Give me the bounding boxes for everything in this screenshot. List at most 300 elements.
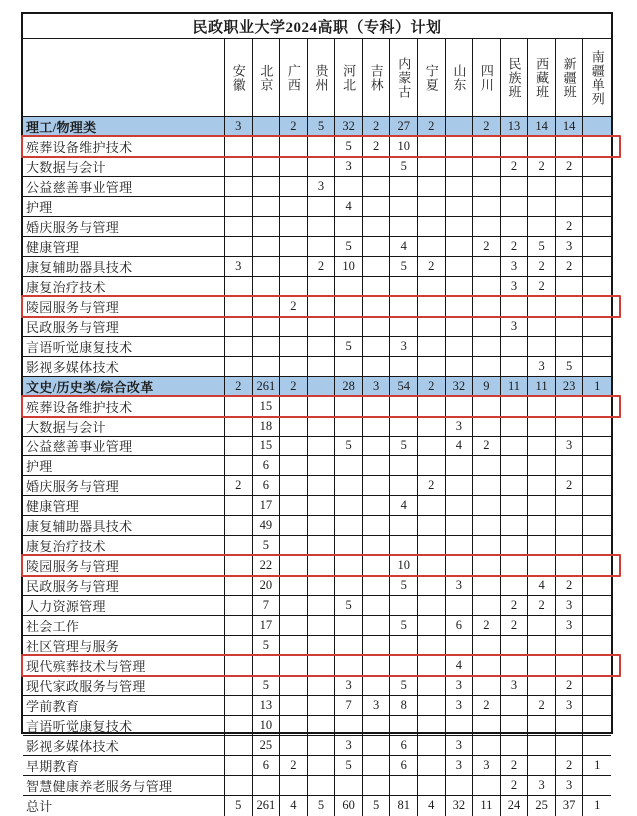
table-body [23, 117, 611, 816]
cell-value [363, 217, 391, 237]
cell-value [556, 456, 584, 476]
cell-value [446, 237, 474, 257]
cell-value [418, 237, 446, 257]
cell-value [253, 257, 281, 277]
column-header-label: 民族班 [506, 56, 522, 99]
cell-value [280, 496, 308, 516]
cell-value [335, 656, 363, 676]
cell-value [473, 676, 501, 696]
cell-value [308, 397, 336, 417]
enrollment-plan-table [21, 12, 613, 815]
cell-value [225, 536, 253, 556]
cell-value: 2 [418, 117, 446, 137]
cell-value [583, 596, 611, 616]
cell-value: 4 [446, 656, 474, 676]
table-row [23, 297, 611, 317]
column-header-label: 山东 [451, 63, 467, 92]
cell-value [501, 397, 529, 417]
cell-value [363, 317, 391, 337]
cell-value: 2 [308, 257, 336, 277]
cell-value [225, 417, 253, 437]
cell-value [528, 516, 556, 536]
cell-value [556, 556, 584, 576]
cell-value [418, 556, 446, 576]
cell-value: 8 [390, 696, 418, 716]
cell-value [528, 317, 556, 337]
cell-value [308, 157, 336, 177]
column-header [556, 39, 584, 117]
row-label: 社会工作 [23, 616, 225, 636]
cell-value [335, 317, 363, 337]
cell-value [556, 656, 584, 676]
cell-value [473, 516, 501, 536]
cell-value: 32 [446, 377, 474, 397]
cell-value [225, 516, 253, 536]
cell-value: 25 [253, 736, 281, 756]
cell-value: 2 [225, 377, 253, 397]
cell-value [308, 337, 336, 357]
cell-value [280, 636, 308, 656]
cell-value [335, 277, 363, 297]
table-row [23, 756, 611, 776]
cell-value [280, 516, 308, 536]
cell-value [556, 516, 584, 536]
row-label: 康复辅助器具技术 [23, 516, 225, 536]
cell-value: 5 [308, 117, 336, 137]
cell-value: 11 [528, 377, 556, 397]
cell-value [363, 257, 391, 277]
cell-value [308, 197, 336, 217]
cell-value [418, 636, 446, 656]
cell-value [253, 776, 281, 796]
row-label: 现代家政服务与管理 [23, 676, 225, 696]
cell-value: 28 [335, 377, 363, 397]
cell-value [446, 716, 474, 736]
cell-value: 2 [280, 117, 308, 137]
cell-value [225, 397, 253, 417]
cell-value [501, 496, 529, 516]
cell-value: 6 [390, 756, 418, 776]
cell-value [363, 636, 391, 656]
cell-value: 2 [473, 117, 501, 137]
cell-value: 2 [280, 297, 308, 317]
cell-value: 3 [556, 596, 584, 616]
cell-value: 27 [390, 117, 418, 137]
cell-value [528, 397, 556, 417]
column-header [418, 39, 446, 117]
cell-value [418, 456, 446, 476]
cell-value [473, 297, 501, 317]
cell-value: 3 [446, 417, 474, 437]
cell-value [335, 476, 363, 496]
table-row [23, 456, 611, 476]
cell-value [556, 137, 584, 157]
cell-value [253, 237, 281, 257]
table-row [23, 676, 611, 696]
row-label: 陵园服务与管理 [23, 297, 225, 317]
cell-value: 5 [390, 437, 418, 457]
table-row [23, 137, 611, 157]
cell-value [225, 596, 253, 616]
cell-value [418, 357, 446, 377]
cell-value [418, 217, 446, 237]
row-label: 早期教育 [23, 756, 225, 776]
cell-value [501, 576, 529, 596]
row-label: 护理 [23, 197, 225, 217]
column-header-label: 新疆班 [561, 56, 577, 99]
column-header-label: 广西 [285, 63, 301, 92]
cell-value [280, 456, 308, 476]
cell-value [501, 337, 529, 357]
column-header [225, 39, 253, 117]
column-header [280, 39, 308, 117]
cell-value [418, 317, 446, 337]
cell-value [308, 476, 336, 496]
cell-value: 4 [390, 496, 418, 516]
cell-value [225, 297, 253, 317]
cell-value [528, 716, 556, 736]
cell-value: 2 [501, 756, 529, 776]
column-header-label: 西藏班 [534, 56, 550, 99]
row-label: 影视多媒体技术 [23, 357, 225, 377]
cell-value [225, 197, 253, 217]
cell-value [583, 736, 611, 756]
row-label: 大数据与会计 [23, 157, 225, 177]
row-label: 理工/物理类 [23, 117, 225, 137]
cell-value [308, 676, 336, 696]
cell-value: 5 [363, 796, 391, 816]
cell-value: 2 [363, 117, 391, 137]
cell-value [363, 516, 391, 536]
cell-value: 5 [253, 636, 281, 656]
cell-value [225, 337, 253, 357]
cell-value: 2 [528, 257, 556, 277]
cell-value [363, 237, 391, 257]
row-label: 总计 [23, 796, 225, 816]
cell-value [280, 397, 308, 417]
cell-value [280, 277, 308, 297]
cell-value [473, 496, 501, 516]
row-label: 健康管理 [23, 237, 225, 257]
cell-value [363, 576, 391, 596]
table-row [23, 437, 611, 457]
cell-value [280, 157, 308, 177]
cell-value [583, 776, 611, 796]
cell-value [335, 576, 363, 596]
cell-value [308, 237, 336, 257]
cell-value: 3 [308, 177, 336, 197]
cell-value [363, 357, 391, 377]
header-spacer-cell [23, 39, 225, 117]
cell-value: 17 [253, 496, 281, 516]
cell-value [418, 716, 446, 736]
cell-value [528, 736, 556, 756]
cell-value [280, 217, 308, 237]
row-label: 文史/历史类/综合改革 [23, 377, 225, 397]
cell-value [556, 536, 584, 556]
cell-value: 2 [418, 377, 446, 397]
cell-value: 1 [594, 798, 601, 813]
cell-value: 5 [335, 596, 363, 616]
cell-value [390, 516, 418, 536]
cell-value [335, 456, 363, 476]
table-row [23, 417, 611, 437]
cell-value: 3 [501, 676, 529, 696]
cell-value [501, 417, 529, 437]
cell-value: 3 [556, 237, 584, 257]
cell-value [390, 177, 418, 197]
column-header [583, 39, 611, 117]
cell-value [583, 696, 611, 716]
cell-value [390, 297, 418, 317]
cell-value [363, 596, 391, 616]
cell-value [308, 736, 336, 756]
cell-value [556, 317, 584, 337]
cell-value [528, 496, 556, 516]
cell-value [418, 337, 446, 357]
cell-value [473, 177, 501, 197]
cell-value: 3 [335, 157, 363, 177]
cell-value [501, 536, 529, 556]
cell-value: 2 [556, 217, 584, 237]
cell-value: 7 [335, 696, 363, 716]
cell-value [308, 377, 336, 397]
cell-value [473, 357, 501, 377]
cell-value [446, 137, 474, 157]
column-header [363, 39, 391, 117]
cell-value [225, 137, 253, 157]
cell-value [253, 277, 281, 297]
cell-value: 11 [501, 377, 529, 397]
cell-value [501, 437, 529, 457]
cell-value [280, 656, 308, 676]
cell-value [446, 117, 474, 137]
row-label: 婚庆服务与管理 [23, 217, 225, 237]
cell-value [473, 137, 501, 157]
cell-value [335, 636, 363, 656]
row-label: 现代殡葬技术与管理 [23, 656, 225, 676]
column-header-label: 河北 [341, 63, 357, 92]
cell-value: 261 [253, 796, 281, 816]
cell-value: 11 [473, 796, 501, 816]
cell-value: 10 [253, 716, 281, 736]
cell-value [363, 157, 391, 177]
cell-value [363, 536, 391, 556]
cell-value [446, 776, 474, 796]
cell-value [528, 456, 556, 476]
table-row [23, 656, 611, 676]
cell-value [363, 197, 391, 217]
cell-value [308, 616, 336, 636]
cell-value [418, 576, 446, 596]
cell-value [280, 417, 308, 437]
cell-value [583, 317, 611, 337]
cell-value [446, 516, 474, 536]
cell-value: 5 [335, 237, 363, 257]
column-header-label: 安徽 [230, 63, 246, 92]
cell-value [446, 177, 474, 197]
cell-value: 3 [446, 736, 474, 756]
cell-value [446, 217, 474, 237]
cell-value [253, 297, 281, 317]
cell-value [390, 536, 418, 556]
cell-value [583, 177, 611, 197]
cell-value: 2 [501, 596, 529, 616]
cell-value: 49 [253, 516, 281, 536]
cell-value [583, 437, 611, 457]
cell-value: 2 [556, 476, 584, 496]
table-row [23, 516, 611, 536]
row-label: 公益慈善事业管理 [23, 177, 225, 197]
cell-value [501, 736, 529, 756]
cell-value [280, 596, 308, 616]
cell-value [308, 456, 336, 476]
cell-value [446, 337, 474, 357]
cell-value: 5 [390, 257, 418, 277]
cell-value [363, 496, 391, 516]
cell-value [335, 496, 363, 516]
column-header-label: 吉林 [368, 63, 384, 92]
cell-value [308, 417, 336, 437]
cell-value [473, 157, 501, 177]
table-title: 民政职业大学2024高职（专科）计划 [23, 14, 611, 39]
cell-value [418, 776, 446, 796]
cell-value: 4 [446, 437, 474, 457]
cell-value: 2 [418, 257, 446, 277]
cell-value: 3 [335, 736, 363, 756]
cell-value: 37 [556, 796, 584, 816]
cell-value [501, 357, 529, 377]
cell-value: 14 [556, 117, 584, 137]
cell-value: 2 [501, 237, 529, 257]
cell-value [583, 616, 611, 636]
cell-value [473, 536, 501, 556]
row-label: 康复治疗技术 [23, 536, 225, 556]
cell-value [363, 736, 391, 756]
cell-value [418, 197, 446, 217]
cell-value: 2 [528, 696, 556, 716]
cell-value [225, 177, 253, 197]
cell-value: 20 [253, 576, 281, 596]
cell-value [308, 656, 336, 676]
cell-value [225, 237, 253, 257]
cell-value [583, 277, 611, 297]
cell-value [583, 516, 611, 536]
cell-value [335, 357, 363, 377]
cell-value [363, 476, 391, 496]
cell-value [308, 596, 336, 616]
cell-value: 2 [528, 157, 556, 177]
column-header-label: 内蒙古 [396, 56, 412, 99]
cell-value: 13 [253, 696, 281, 716]
cell-value [418, 696, 446, 716]
cell-value: 2 [556, 257, 584, 277]
table-row [23, 596, 611, 616]
cell-value [335, 536, 363, 556]
column-header [390, 39, 418, 117]
table-row [23, 696, 611, 716]
cell-value [280, 476, 308, 496]
cell-value [418, 137, 446, 157]
cell-value: 10 [390, 556, 418, 576]
cell-value [308, 636, 336, 656]
cell-value [583, 576, 611, 596]
cell-value [446, 277, 474, 297]
cell-value: 5 [335, 437, 363, 457]
cell-value [583, 137, 611, 157]
cell-value: 10 [390, 137, 418, 157]
cell-value [335, 397, 363, 417]
column-header [501, 39, 529, 117]
cell-value [556, 197, 584, 217]
cell-value [473, 476, 501, 496]
cell-value: 4 [390, 237, 418, 257]
table-row [23, 776, 611, 796]
cell-value [446, 456, 474, 476]
cell-value [280, 337, 308, 357]
cell-value [583, 556, 611, 576]
cell-value [308, 137, 336, 157]
cell-value [390, 417, 418, 437]
cell-value [280, 257, 308, 277]
cell-value [473, 317, 501, 337]
cell-value [280, 776, 308, 796]
cell-value: 6 [253, 756, 281, 776]
cell-value [473, 456, 501, 476]
cell-value [253, 177, 281, 197]
cell-value [446, 496, 474, 516]
cell-value [528, 137, 556, 157]
cell-value [280, 177, 308, 197]
cell-value [225, 736, 253, 756]
cell-value: 6 [390, 736, 418, 756]
cell-value [225, 716, 253, 736]
cell-value [556, 496, 584, 516]
cell-value [473, 736, 501, 756]
table-row [23, 177, 611, 197]
cell-value [390, 357, 418, 377]
row-label: 陵园服务与管理 [23, 556, 225, 576]
cell-value: 5 [528, 237, 556, 257]
cell-value: 3 [473, 756, 501, 776]
cell-value [528, 337, 556, 357]
cell-value: 4 [528, 576, 556, 596]
row-label: 殡葬设备维护技术 [23, 397, 225, 417]
column-header-label: 北京 [258, 63, 274, 92]
cell-value [363, 776, 391, 796]
cell-value [363, 437, 391, 457]
row-label: 殡葬设备维护技术 [23, 137, 225, 157]
cell-value [446, 556, 474, 576]
cell-value [446, 397, 474, 417]
table-row [23, 616, 611, 636]
cell-value [390, 476, 418, 496]
cell-value [253, 337, 281, 357]
cell-value [390, 656, 418, 676]
cell-value [583, 417, 611, 437]
cell-value: 14 [528, 117, 556, 137]
table-row [23, 496, 611, 516]
cell-value [583, 257, 611, 277]
cell-value [583, 476, 611, 496]
cell-value [473, 656, 501, 676]
cell-value [528, 476, 556, 496]
cell-value: 3 [528, 776, 556, 796]
cell-value [583, 656, 611, 676]
cell-value: 60 [335, 796, 363, 816]
cell-value [253, 656, 281, 676]
table-row [23, 476, 611, 496]
